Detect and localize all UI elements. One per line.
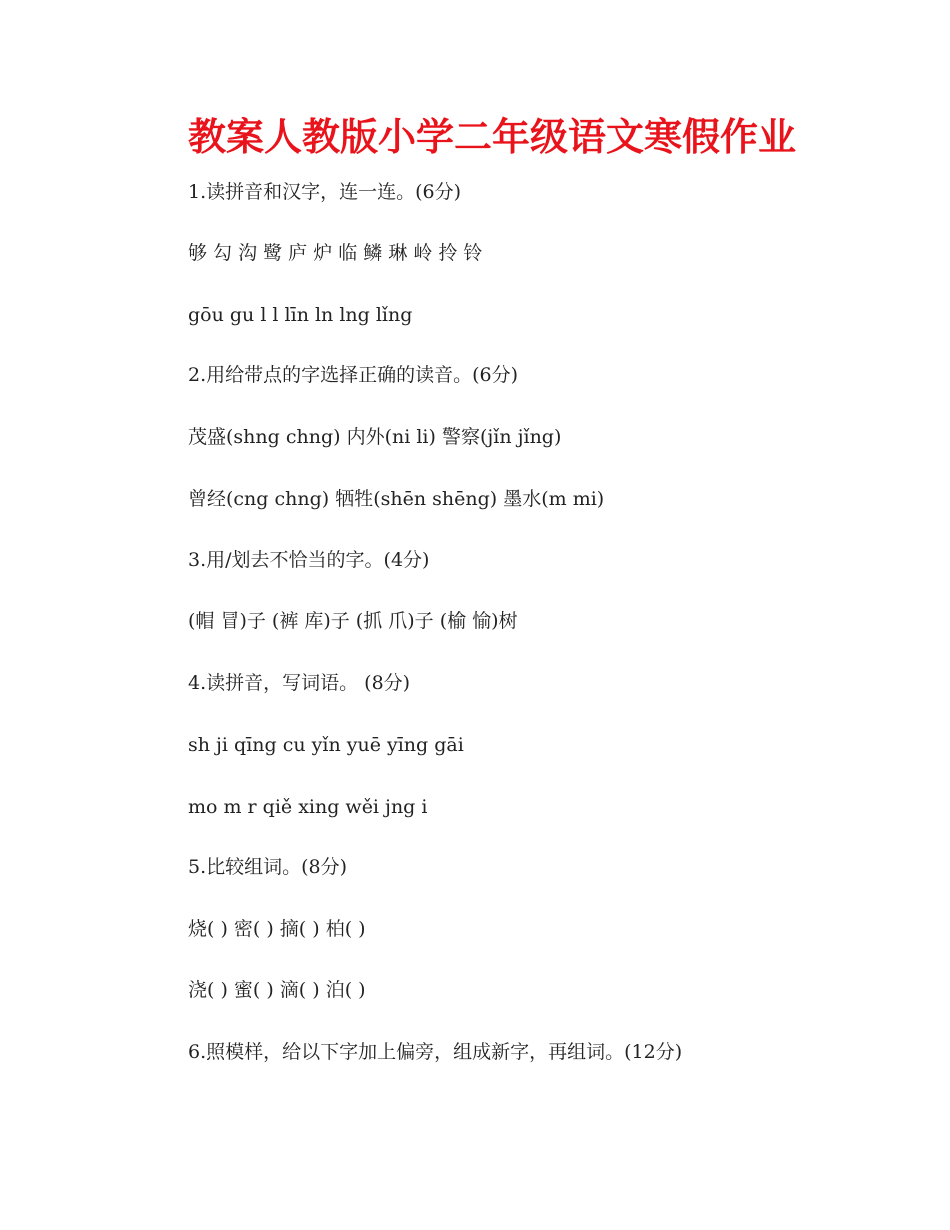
question-1-characters: 够 勾 沟 鹭 庐 炉 临 鳞 琳 岭 拎 铃 (188, 242, 483, 264)
question-1-pinyin: gōu gu l l līn ln lng lǐng (188, 304, 413, 326)
question-4-row-2: mo m r qiě xing wěi jng i (188, 796, 428, 818)
question-5-heading: 5.比较组词。(8分) (188, 856, 348, 878)
question-4-heading: 4.读拼音，写词语。 (8分) (188, 672, 411, 694)
question-2-row-1: 茂盛(shng chng) 内外(ni li) 警察(jǐn jǐng) (188, 426, 562, 448)
question-4-row-1: sh ji qīng cu yǐn yuē yīng gāi (188, 734, 464, 756)
question-5-row-2: 浇( ) 蜜( ) 滴( ) 泊( ) (188, 979, 366, 1001)
question-3-row: (帽 冒)子 (裤 库)子 (抓 爪)子 (榆 愉)树 (188, 610, 518, 632)
question-6-heading: 6.照模样，给以下字加上偏旁，组成新字，再组词。(12分) (188, 1041, 683, 1063)
question-2-row-2: 曾经(cng chng) 牺牲(shēn shēng) 墨水(m mi) (188, 488, 605, 510)
document-title: 教案人教版小学二年级语文寒假作业 (188, 115, 797, 159)
question-1-heading: 1.读拼音和汉字，连一连。(6分) (188, 181, 462, 203)
question-3-heading: 3.用/划去不恰当的字。(4分) (188, 549, 430, 571)
question-2-heading: 2.用给带点的字选择正确的读音。(6分) (188, 364, 519, 386)
question-5-row-1: 烧( ) 密( ) 摘( ) 柏( ) (188, 918, 366, 940)
